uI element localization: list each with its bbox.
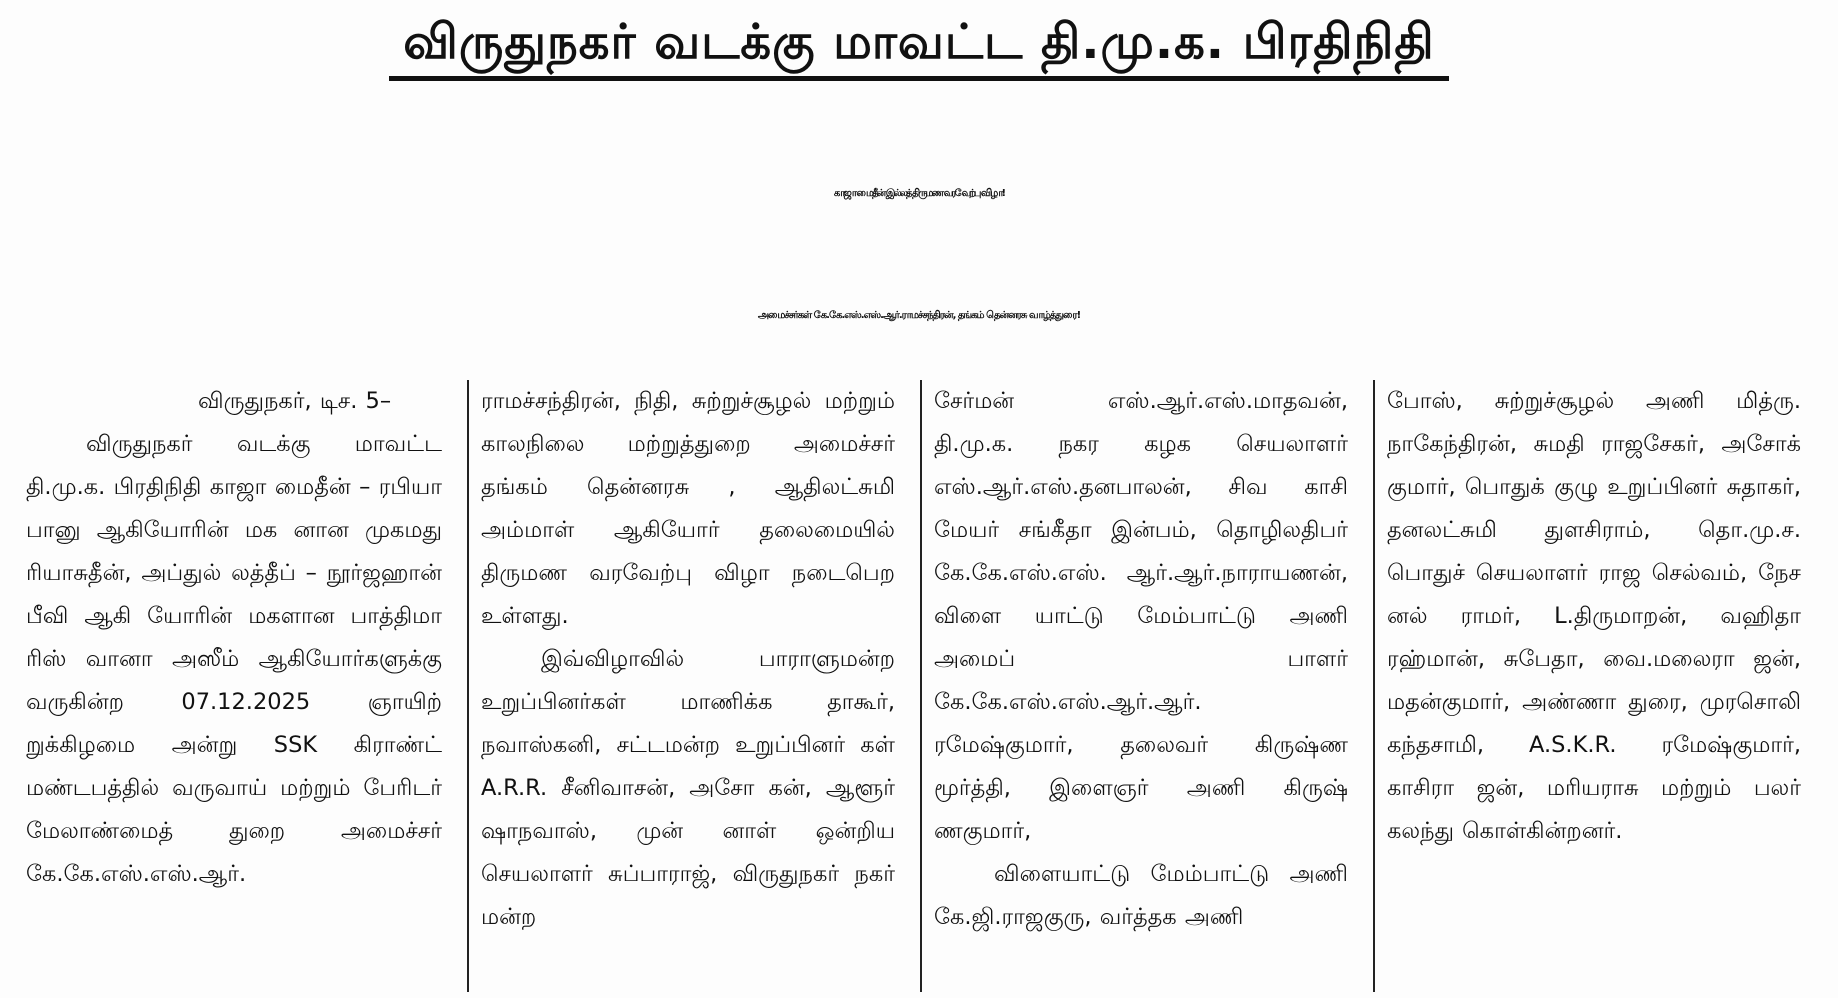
column-4	[1373, 380, 1813, 992]
paragraph: போஸ், சுற்றுச்சூழல் அணி மித்ரு. நாகேந்திரன், சுமதி ராஜசேகர், அசோக் குமார், பொதுக் குழு உறுப்பினர் சுதாகர், தனலட்சுமி துளசிராம், தொ.மு.ச. பொதுச் செயலாளர் ராஜ செல்வம், நேச னல் ராமர், L.திருமாறன், வஹிதா ரஹ்மான், சுபேதா, வை.மலைரா ஜன், மதன்குமார், அண்ணா துரை, முரசொலி கந்தசாமி, A.S.K.R. ரமேஷ்குமார், காசிரா ஜன், மரியராசு மற்றும் பலர் கலந்து கொள்கின்றனர்.	[1387, 388, 1801, 844]
column-2	[467, 380, 907, 992]
paragraph: சேர்மன் எஸ்.ஆர்.எஸ்.மாதவன், தி.மு.க. நகர கழக செயலாளர் எஸ்.ஆர்.எஸ்.தனபாலன், சிவ காசி மேயர் சங்கீதா இன்பம், தொழிலதிபர் கே.கே.எஸ்.எஸ். ஆர்.ஆர்.நாராயணன், விளை யாட்டு மேம்பாட்டு அணி அமைப் பாளர் கே.கே.எஸ்.எஸ்.ஆர்.ஆர். ரமேஷ்குமார், தலைவர் கிருஷ்ண மூர்த்தி, இளைஞர் அணி கிருஷ் ணகுமார்,	[934, 388, 1348, 844]
paragraph: விளையாட்டு மேம்பாட்டு அணி கே.ஜி.ராஜகுரு, வர்த்தக அணி	[934, 861, 1348, 930]
kicker-line	[0, 10, 1838, 81]
kicker-text: விருதுநகர் வடக்கு மாவட்ட தி.மு.க. பிரதிநிதி	[389, 10, 1448, 81]
paragraph: இவ்விழாவில் பாராளுமன்ற உறுப்பினர்கள் மாணிக்க தாகூர், நவாஸ்கனி, சட்டமன்ற உறுப்பினர் கள் A.R.R. சீனிவாசன், அசோ கன், ஆளூர் ஷாநவாஸ், முன் னாள் ஒன்றிய செயலாளர் சுப்பாராஜ், விருதுநகர் நகர் மன்ற	[481, 646, 895, 930]
article-body	[14, 380, 1826, 992]
dateline: விருதுநகர், டிச. 5–	[198, 388, 392, 414]
paragraph: விருதுநகர் வடக்கு மாவட்ட தி.மு.க. பிரதிநிதி காஜா மைதீன் – ரபியா பானு ஆகியோரின் மக னான முகமது ரியாசுதீன், அப்துல் லத்தீப் – நூர்ஜஹான் பீவி ஆகி யோரின் மகளான பாத்திமா ரிஸ் வானா அஸீம் ஆகியோர்களுக்கு வருகின்ற 07.12.2025 ஞாயிற் றுக்கிழமை அன்று SSK கிராண்ட் மண்டபத்தில் வருவாய் மற்றும் பேரிடர் மேலாண்மைத் துறை அமைச்சர் கே.கே.எஸ்.எஸ்.ஆர்.	[26, 431, 442, 887]
column-3	[920, 380, 1360, 992]
column-1	[14, 380, 454, 992]
headline: காஜா மைதீன் இல்லத் திருமண வரவேற்பு விழா!	[833, 188, 1005, 199]
paragraph: ராமச்சந்திரன், நிதி, சுற்றுச்சூழல் மற்றும் காலநிலை மற்றுத்துறை அமைச்சர் தங்கம் தென்னரசு , ஆதிலட்சுமி அம்மாள் ஆகியோர் தலைமையில் திருமண வரவேற்பு விழா நடைபெற உள்ளது.	[481, 388, 895, 629]
subheadline: அமைச்சர்கள் கே.கே.எஸ்.எஸ்.ஆர்.ராமச்சந்திரன், தங்கம் தென்னரசு வாழ்த்துரை!	[757, 310, 1081, 321]
